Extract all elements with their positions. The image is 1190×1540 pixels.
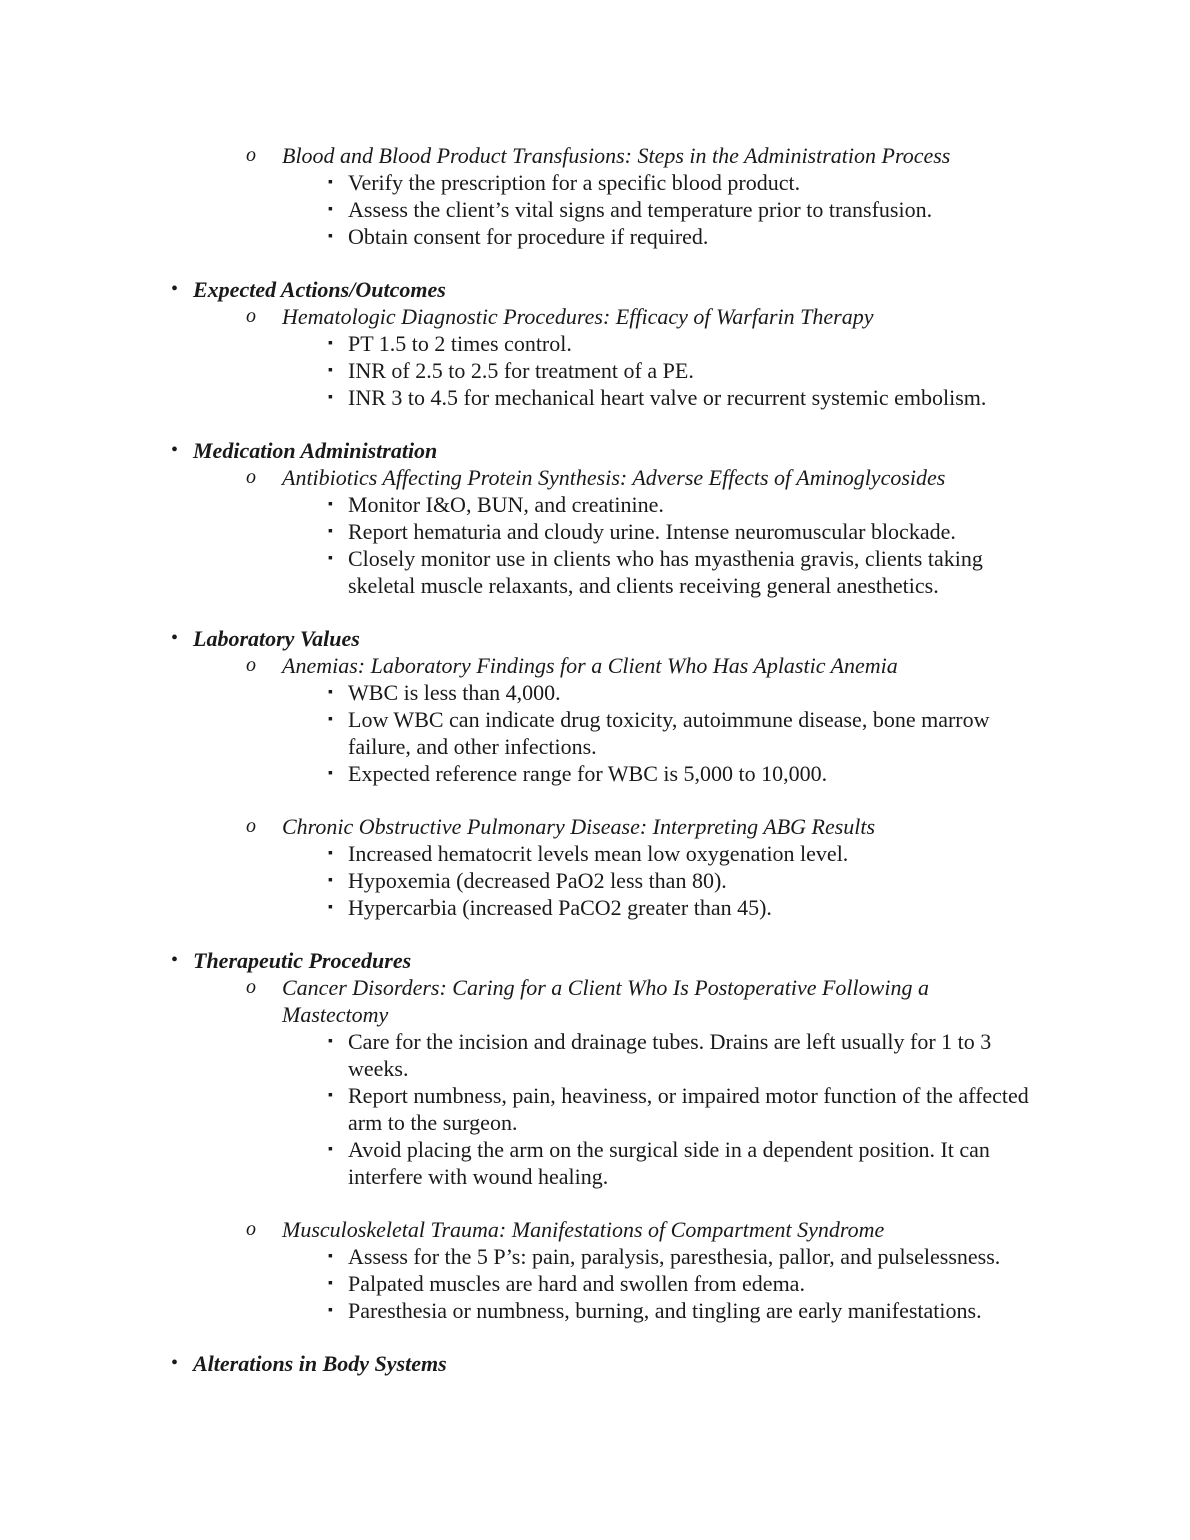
topic-title (0, 652, 1190, 679)
circle-marker-icon: o (246, 815, 256, 837)
bullet-dot-icon: • (171, 627, 179, 649)
section-heading (0, 437, 1190, 464)
topic-title-text: Chronic Obstructive Pulmonary Disease: Interpreting ABG Results (282, 814, 876, 839)
section-laboratory-values (0, 625, 1190, 921)
bullet-text: Hypoxemia (decreased PaO2 less than 80). (348, 868, 727, 893)
square-marker-icon: ▪ (328, 229, 333, 244)
bullet-item (0, 706, 1190, 760)
topic-title (0, 1216, 1190, 1243)
bullet-item (0, 384, 1190, 411)
bullet-item (0, 840, 1190, 867)
bullet-text: Increased hematocrit levels mean low oxygenation level. (348, 841, 849, 866)
square-marker-icon: ▪ (328, 1249, 333, 1264)
bullet-item (0, 894, 1190, 921)
square-marker-icon: ▪ (328, 175, 333, 190)
bullet-dot-icon: • (171, 949, 179, 971)
bullet-item (0, 169, 1190, 196)
topic-title-text: Cancer Disorders: Caring for a Client Who Is Postoperative Following a Mastectomy (282, 975, 929, 1027)
circle-marker-icon: o (246, 1218, 256, 1240)
square-marker-icon: ▪ (328, 873, 333, 888)
bullet-dot-icon: • (171, 439, 179, 461)
square-marker-icon: ▪ (328, 712, 333, 727)
bullet-dot-icon: • (171, 1352, 179, 1374)
square-marker-icon: ▪ (328, 900, 333, 915)
section-heading (0, 276, 1190, 303)
topic-title-text: Antibiotics Affecting Protein Synthesis: Adverse Effects of Aminoglycosides (282, 465, 946, 490)
bullet-item (0, 679, 1190, 706)
square-marker-icon: ▪ (328, 551, 333, 566)
bullet-text: Hypercarbia (increased PaCO2 greater than 45). (348, 895, 772, 920)
topic-title (0, 142, 1190, 169)
circle-marker-icon: o (246, 466, 256, 488)
bullet-item (0, 867, 1190, 894)
bullet-text: Assess the client’s vital signs and temperature prior to transfusion. (348, 197, 933, 222)
section-therapeutic-procedures (0, 947, 1190, 1324)
bullet-text: Low WBC can indicate drug toxicity, autoimmune disease, bone marrow failure, and other infections. (348, 707, 990, 759)
bullet-text: Care for the incision and drainage tubes. Drains are left usually for 1 to 3 weeks. (348, 1029, 992, 1081)
square-marker-icon: ▪ (328, 202, 333, 217)
square-marker-icon: ▪ (328, 1034, 333, 1049)
square-marker-icon: ▪ (328, 336, 333, 351)
square-marker-icon: ▪ (328, 766, 333, 781)
bullet-item (0, 1270, 1190, 1297)
circle-marker-icon: o (246, 976, 256, 998)
section-heading (0, 1350, 1190, 1377)
topic-title (0, 303, 1190, 330)
bullet-item (0, 223, 1190, 250)
square-marker-icon: ▪ (328, 846, 333, 861)
square-marker-icon: ▪ (328, 1303, 333, 1318)
bullet-text: Assess for the 5 P’s: pain, paralysis, paresthesia, pallor, and pulselessness. (348, 1244, 1001, 1269)
topic-title-text: Blood and Blood Product Transfusions: Steps in the Administration Process (282, 143, 951, 168)
square-marker-icon: ▪ (328, 497, 333, 512)
section-transfusions-continued (0, 142, 1190, 250)
bullet-item (0, 518, 1190, 545)
bullet-text: Palpated muscles are hard and swollen from edema. (348, 1271, 805, 1296)
square-marker-icon: ▪ (328, 1142, 333, 1157)
topic-title-text: Anemias: Laboratory Findings for a Client Who Has Aplastic Anemia (282, 653, 898, 678)
square-marker-icon: ▪ (328, 685, 333, 700)
topic-title (0, 974, 1190, 1028)
bullet-text: Avoid placing the arm on the surgical side in a dependent position. It can interfere with wound healing. (348, 1137, 990, 1189)
bullet-item (0, 1243, 1190, 1270)
topic-title (0, 464, 1190, 491)
square-marker-icon: ▪ (328, 363, 333, 378)
bullet-text: Verify the prescription for a specific blood product. (348, 170, 801, 195)
section-medication-administration (0, 437, 1190, 599)
bullet-item (0, 196, 1190, 223)
square-marker-icon: ▪ (328, 524, 333, 539)
topic-title-text: Musculoskeletal Trauma: Manifestations of Compartment Syndrome (282, 1217, 885, 1242)
bullet-text: Report numbness, pain, heaviness, or impaired motor function of the affected arm to the surgeon. (348, 1083, 1029, 1135)
section-alterations-in-body-systems (0, 1350, 1190, 1377)
bullet-text: INR 3 to 4.5 for mechanical heart valve or recurrent systemic embolism. (348, 385, 987, 410)
bullet-item (0, 1028, 1190, 1082)
bullet-text: Expected reference range for WBC is 5,000 to 10,000. (348, 761, 828, 786)
bullet-text: INR of 2.5 to 2.5 for treatment of a PE. (348, 358, 694, 383)
section-heading-text: Expected Actions/Outcomes (193, 277, 446, 302)
circle-marker-icon: o (246, 144, 256, 166)
section-heading (0, 625, 1190, 652)
bullet-item (0, 545, 1190, 599)
square-marker-icon: ▪ (328, 1276, 333, 1291)
topic-title-text: Hematologic Diagnostic Procedures: Efficacy of Warfarin Therapy (282, 304, 874, 329)
bullet-item (0, 491, 1190, 518)
circle-marker-icon: o (246, 654, 256, 676)
circle-marker-icon: o (246, 305, 256, 327)
topic-title (0, 813, 1190, 840)
bullet-item (0, 760, 1190, 787)
bullet-text: Paresthesia or numbness, burning, and tingling are early manifestations. (348, 1298, 982, 1323)
bullet-text: Report hematuria and cloudy urine. Intense neuromuscular blockade. (348, 519, 956, 544)
bullet-dot-icon: • (171, 278, 179, 300)
section-heading (0, 947, 1190, 974)
bullet-text: Obtain consent for procedure if required. (348, 224, 709, 249)
bullet-item (0, 357, 1190, 384)
bullet-text: PT 1.5 to 2 times control. (348, 331, 572, 356)
section-expected-actions-outcomes (0, 276, 1190, 411)
bullet-text: Monitor I&O, BUN, and creatinine. (348, 492, 664, 517)
bullet-item (0, 1136, 1190, 1190)
section-heading-text: Medication Administration (193, 438, 438, 463)
section-heading-text: Therapeutic Procedures (193, 948, 412, 973)
square-marker-icon: ▪ (328, 1088, 333, 1103)
bullet-text: WBC is less than 4,000. (348, 680, 561, 705)
square-marker-icon: ▪ (328, 390, 333, 405)
bullet-text: Closely monitor use in clients who has myasthenia gravis, clients taking skeletal muscle relaxants, and clients receiving general anesthetics. (348, 546, 983, 598)
bullet-item (0, 1082, 1190, 1136)
bullet-item (0, 330, 1190, 357)
bullet-item (0, 1297, 1190, 1324)
section-heading-text: Laboratory Values (193, 626, 360, 651)
section-heading-text: Alterations in Body Systems (193, 1351, 447, 1376)
